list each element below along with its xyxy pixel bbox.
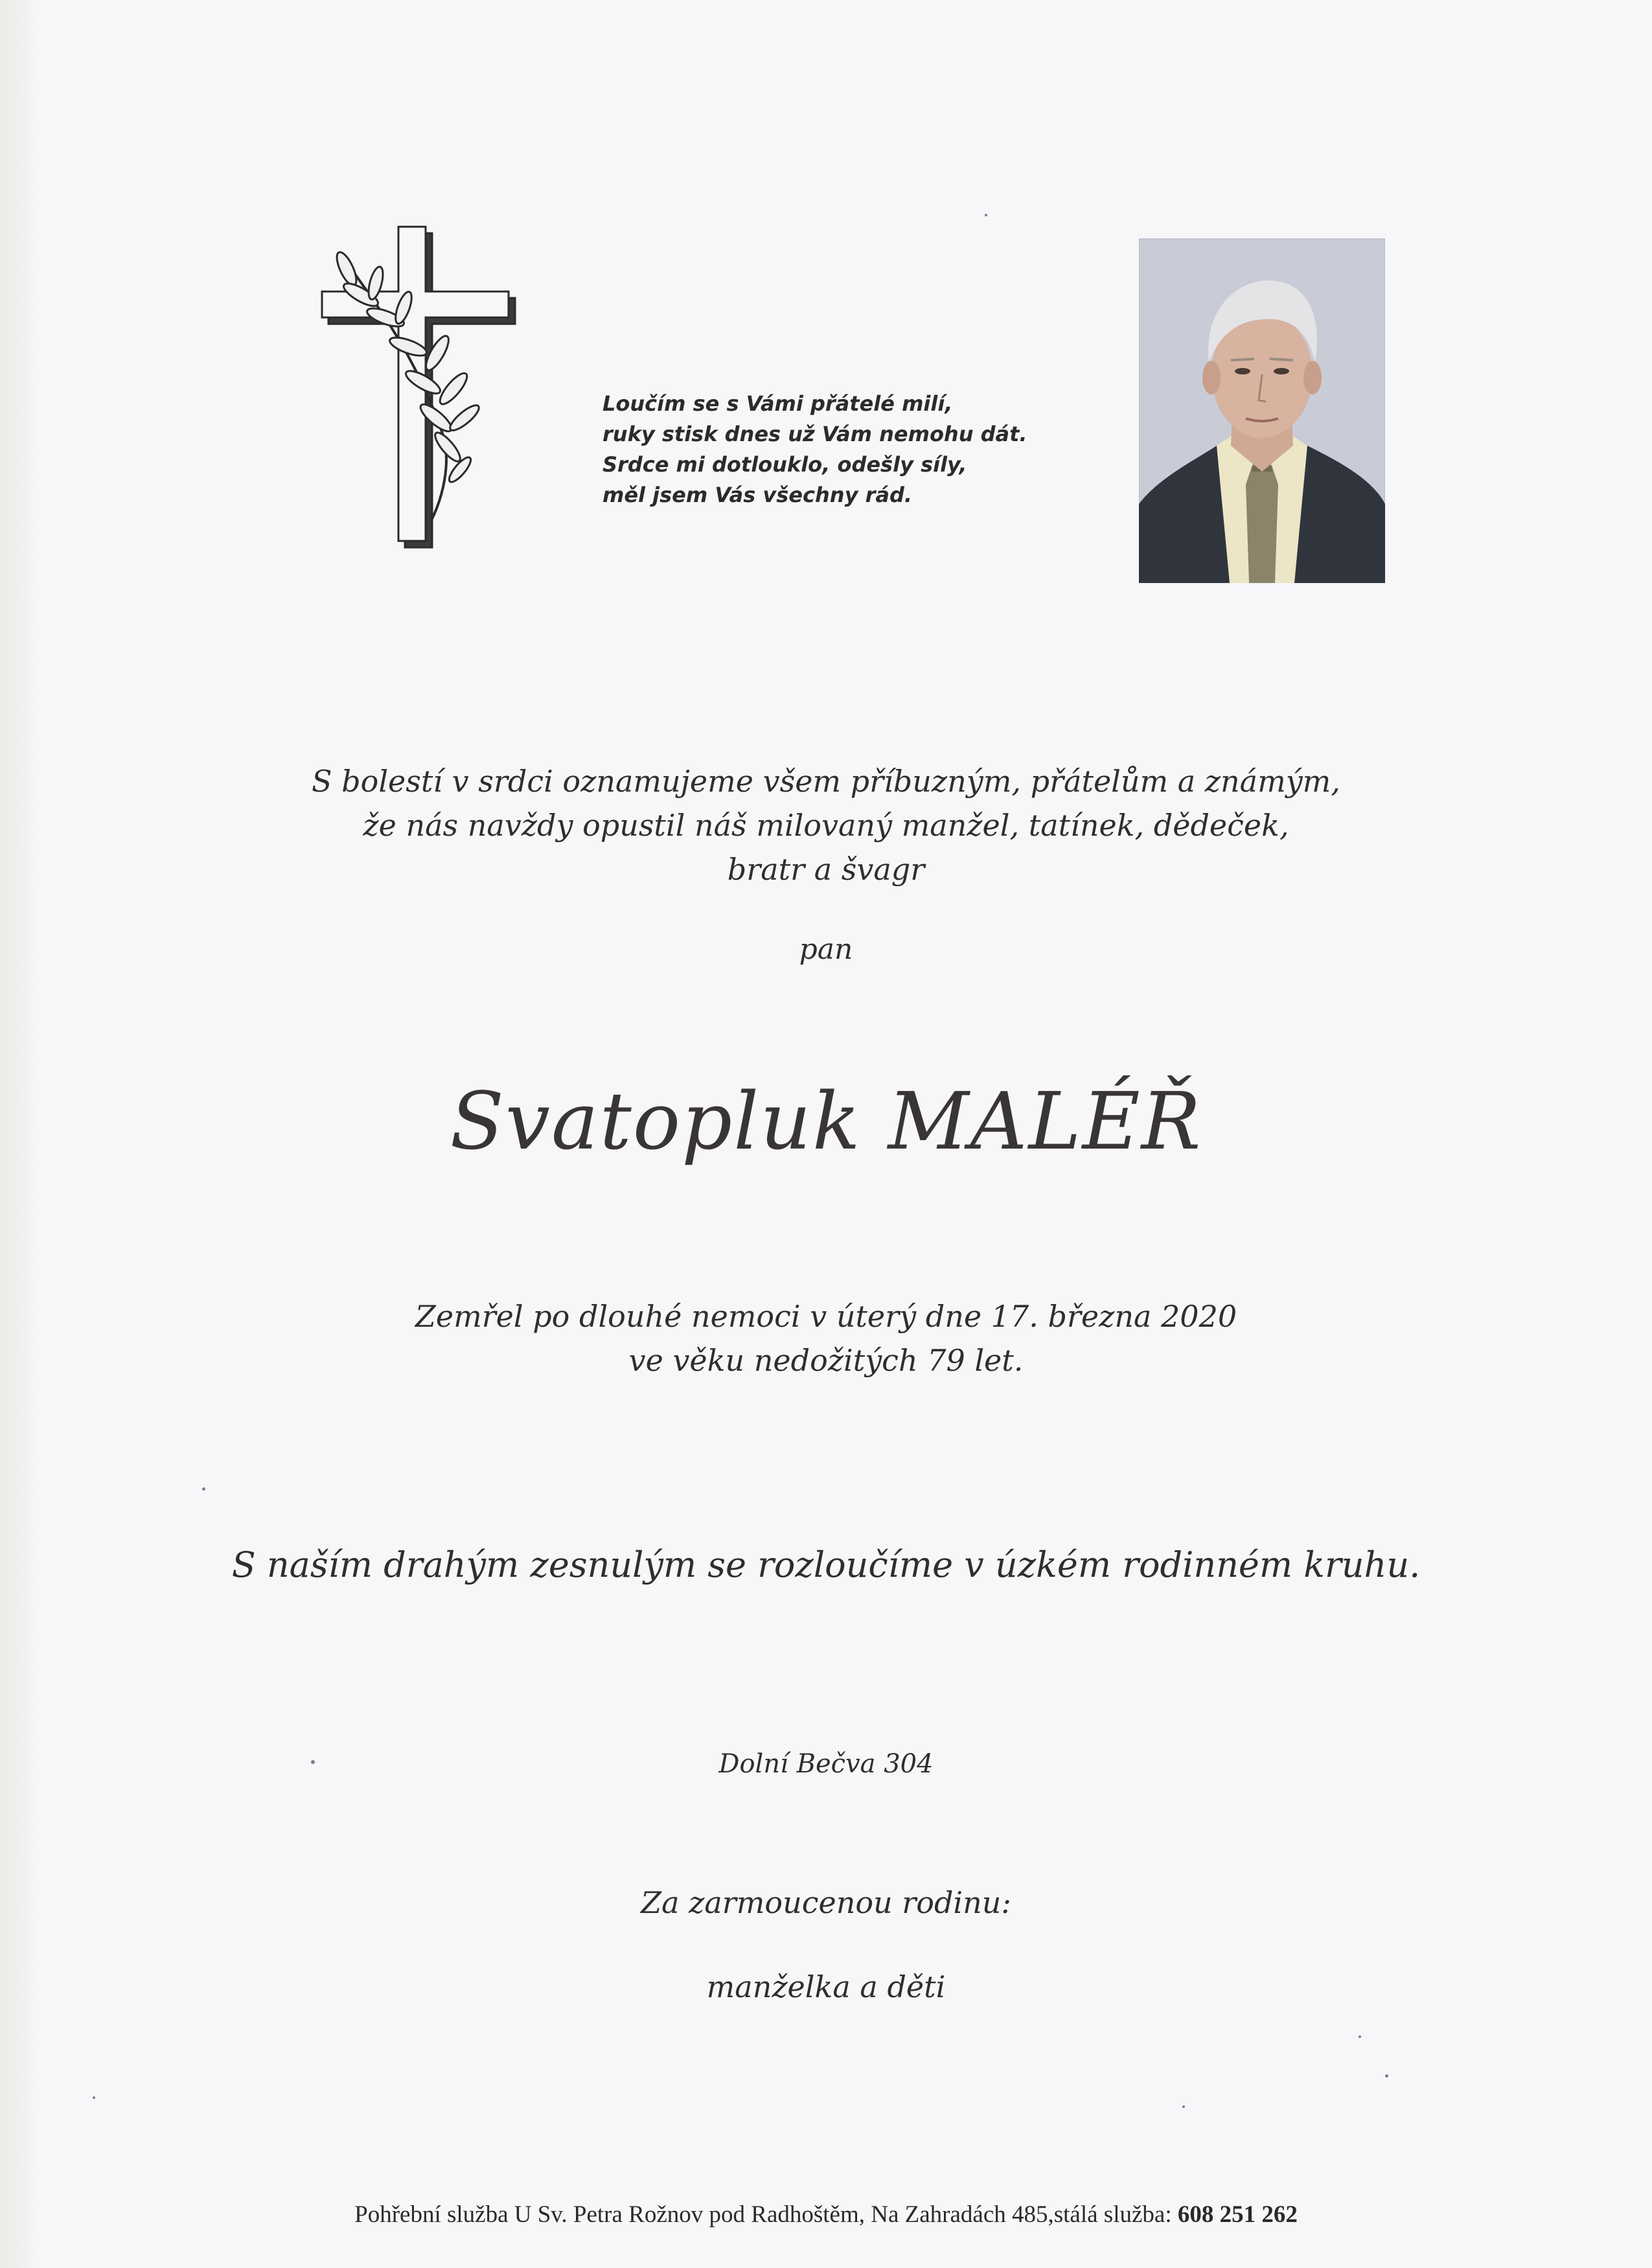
death-line: ve věku nedožitých 79 let. [628, 1343, 1024, 1378]
poem-line: ruky stisk dnes už Vám nemohu dát. [602, 422, 1027, 446]
deceased-name: Svatopluk MALÉŘ [450, 1075, 1202, 1167]
scan-speck [1385, 2074, 1388, 2078]
scan-speck [93, 2096, 95, 2099]
intro-line: bratr a švagr [727, 852, 925, 887]
scan-speck [202, 1487, 205, 1491]
funeral-service-footer [0, 2201, 1652, 2228]
family-label: Za zarmoucenou rodinu: [641, 1885, 1011, 1920]
scan-speck [1359, 2035, 1361, 2038]
death-info [0, 1294, 1652, 1382]
footer-text: Pohřební služba U Sv. Petra Rožnov pod Radhoštěm, Na Zahradách 485,stálá služba: [354, 2201, 1178, 2228]
footer-phone: 608 251 262 [1177, 2201, 1298, 2228]
family-signature: manželka a děti [706, 1969, 946, 2004]
cross-icon [321, 223, 528, 554]
poem-line: měl jsem Vás všechny rád. [602, 483, 912, 507]
scan-speck [985, 214, 987, 216]
farewell-note: S naším drahým zesnulým se rozloučíme v úzkém rodinném kruhu. [231, 1544, 1421, 1585]
intro-line: S bolestí v srdci oznamujeme všem příbuzným, přátelům a známým, [312, 764, 1340, 799]
address: Dolní Bečva 304 [718, 1749, 934, 1779]
poem-line: Srdce mi dotlouklo, odešly síly, [602, 452, 967, 477]
portrait-photo [1139, 238, 1385, 583]
title-honorific: pan [799, 933, 853, 966]
poem [602, 389, 1056, 510]
announcement-intro [0, 759, 1652, 891]
poem-line: Loučím se s Vámi přátelé milí, [602, 391, 953, 416]
intro-line: že nás navždy opustil náš milovaný manžel, tatínek, dědeček, [363, 808, 1289, 843]
scan-speck [311, 1760, 315, 1764]
death-line: Zemřel po dlouhé nemoci v úterý dne 17. března 2020 [415, 1299, 1237, 1334]
scan-speck [1182, 2105, 1185, 2108]
